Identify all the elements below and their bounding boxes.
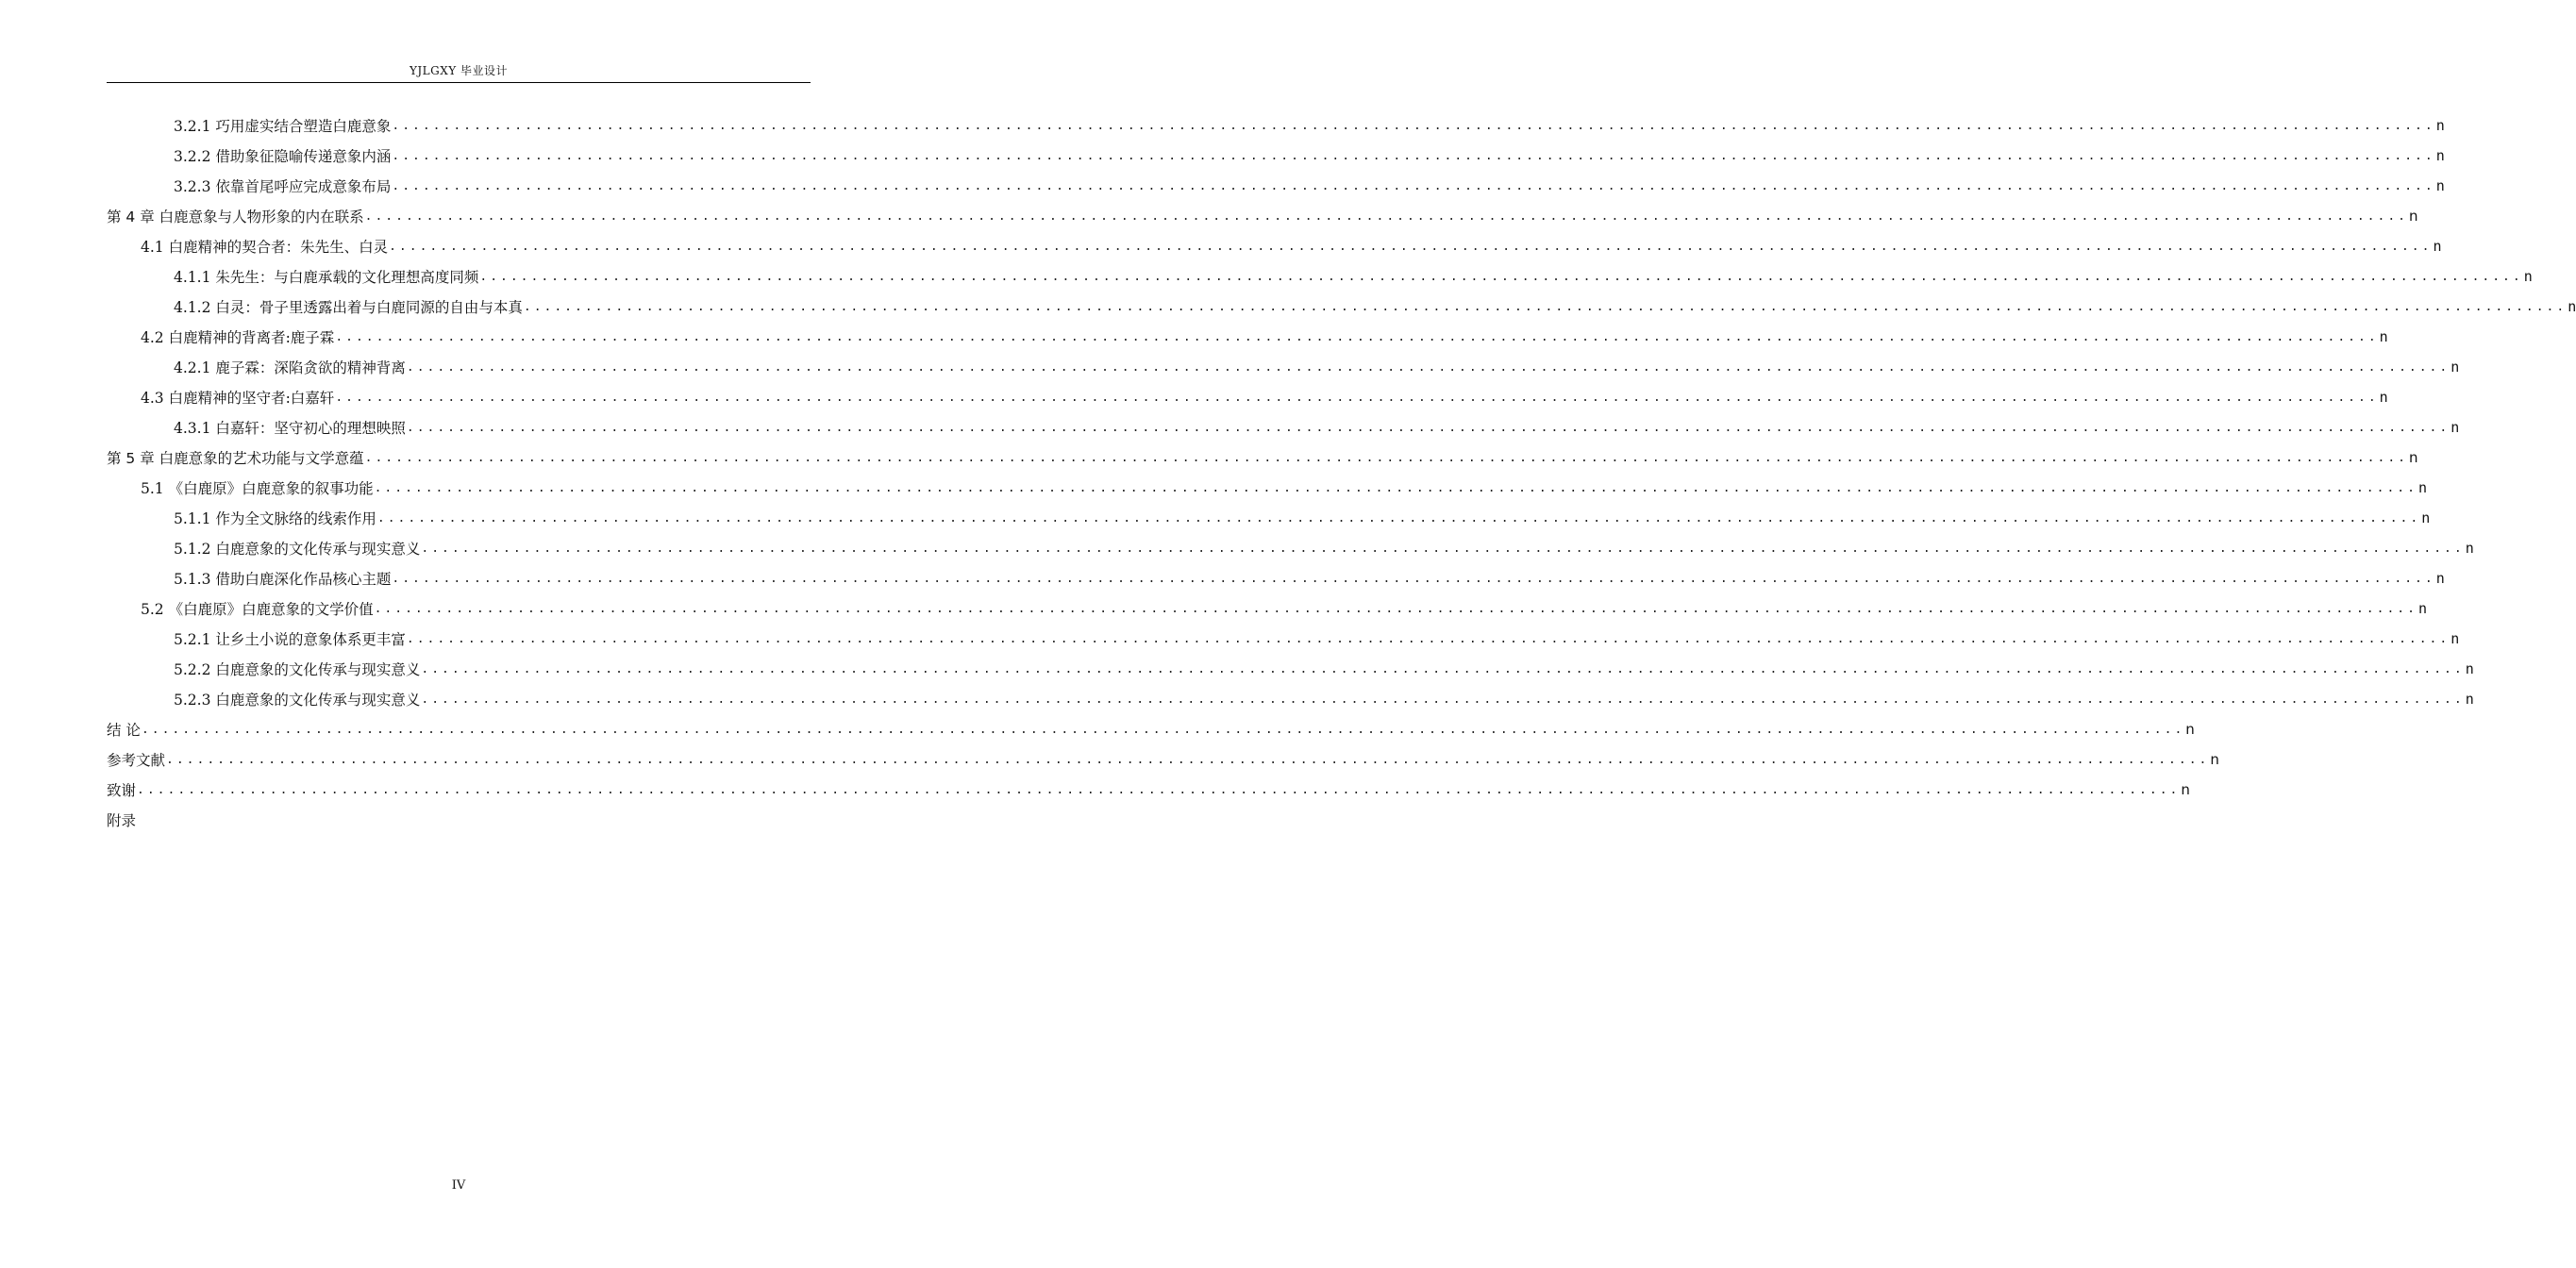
dot-leader: ........................................................................................................................................................................................................ bbox=[392, 118, 2435, 133]
toc-entry[interactable] bbox=[107, 322, 2388, 352]
toc-entry-page: n bbox=[2465, 540, 2474, 557]
dot-leader: ........................................................................................................................................................................................................ bbox=[335, 390, 2379, 405]
toc-entry[interactable] bbox=[107, 352, 2460, 382]
dot-leader: ........................................................................................................................................................................................................ bbox=[392, 571, 2435, 586]
toc-entry-page: n bbox=[2379, 328, 2388, 345]
toc-entry[interactable] bbox=[107, 533, 2474, 563]
toc-entry-page: n bbox=[2379, 389, 2388, 406]
dot-leader: ........................................................................................................................................................................................................ bbox=[406, 420, 2451, 435]
toc-entry-title: 4.1 白鹿精神的契合者：朱先生、白灵 bbox=[141, 239, 389, 256]
toc-entry-title: 致谢 bbox=[107, 782, 137, 799]
toc-entry[interactable] bbox=[107, 292, 2576, 322]
toc-entry-title: 5.1 《白鹿原》白鹿意象的叙事功能 bbox=[141, 480, 374, 497]
toc-entry-title: 3.2.3 依靠首尾呼应完成意象布局 bbox=[174, 178, 392, 195]
dot-leader: ........................................................................................................................................................................................................ bbox=[406, 631, 2451, 646]
toc-entry-title: 4.3 白鹿精神的坚守者:白嘉轩 bbox=[141, 390, 335, 407]
dot-leader: ........................................................................................................................................................................................................ bbox=[141, 722, 2185, 737]
toc-entry-title: 第 5 章 白鹿意象的艺术功能与文学意蕴 bbox=[107, 450, 364, 467]
dot-leader: ........................................................................................................................................................................................................ bbox=[364, 450, 2408, 465]
dot-leader: ........................................................................................................................................................................................................ bbox=[389, 239, 2433, 254]
dot-leader: ........................................................................................................................................................................................................ bbox=[166, 752, 2210, 767]
toc-entry[interactable] bbox=[107, 684, 2474, 714]
toc-entry[interactable] bbox=[107, 171, 2445, 201]
toc-entry[interactable] bbox=[107, 503, 2431, 533]
dot-leader: ........................................................................................................................................................................................................ bbox=[137, 782, 2181, 797]
dot-leader: ........................................................................................................................................................................................................ bbox=[421, 541, 2465, 556]
dot-leader: ........................................................................................................................................................................................................ bbox=[374, 601, 2417, 616]
toc-entry-title: 附录 bbox=[107, 812, 137, 829]
toc-entry-page: n bbox=[2451, 419, 2460, 436]
toc-entry[interactable] bbox=[107, 805, 770, 835]
dot-leader: ........................................................................................................................................................................................................ bbox=[479, 269, 2523, 284]
toc-entry-title: 5.1.2 白鹿意象的文化传承与现实意义 bbox=[174, 541, 421, 558]
toc-entry-title: 4.1.1 朱先生：与白鹿承载的文化理想高度同频 bbox=[174, 269, 479, 286]
toc-entry[interactable] bbox=[107, 110, 2445, 141]
dot-leader: ........................................................................................................................................................................................................ bbox=[374, 480, 2417, 495]
toc-entry[interactable] bbox=[107, 141, 2445, 171]
toc-entry-page: n bbox=[2409, 449, 2418, 466]
toc-entry-page: n bbox=[2433, 238, 2442, 255]
toc-entry-page: n bbox=[2523, 268, 2533, 285]
toc-entry[interactable] bbox=[107, 412, 2460, 442]
toc-entry-title: 4.1.2 白灵：骨子里透露出着与白鹿同源的自由与本真 bbox=[174, 299, 523, 316]
toc-entry-title: 5.1.1 作为全文脉络的线索作用 bbox=[174, 510, 376, 527]
dot-leader: ........................................................................................................................................................................................................ bbox=[376, 510, 2421, 526]
toc-entry[interactable] bbox=[107, 654, 2474, 684]
toc-entry-title: 4.2 白鹿精神的背离者:鹿子霖 bbox=[141, 329, 335, 346]
toc-entry-page: n bbox=[2185, 721, 2195, 738]
page-header: YJLGXY 毕业设计 bbox=[409, 64, 509, 77]
toc-entry-title: 4.2.1 鹿子霖：深陷贪欲的精神背离 bbox=[174, 359, 406, 376]
toc-entry-page: n bbox=[2451, 630, 2460, 647]
toc-entry-title: 5.2.3 白鹿意象的文化传承与现实意义 bbox=[174, 692, 421, 709]
toc-entry[interactable] bbox=[107, 593, 2427, 624]
page-number: IV bbox=[451, 1178, 466, 1193]
toc-entry[interactable] bbox=[107, 775, 2190, 805]
dot-leader: ........................................................................................................................................................................................................ bbox=[406, 359, 2451, 375]
toc-entry-title: 结 论 bbox=[107, 722, 141, 739]
toc-entry-title: 3.2.2 借助象征隐喻传递意象内涵 bbox=[174, 148, 392, 165]
toc-entry-page: n bbox=[2568, 298, 2576, 315]
toc-entry-page: n bbox=[2435, 117, 2445, 134]
toc-entry-page: n bbox=[2435, 147, 2445, 164]
table-of-contents bbox=[107, 110, 2576, 835]
toc-entry-page: n bbox=[2451, 359, 2460, 375]
toc-entry-title: 参考文献 bbox=[107, 752, 166, 769]
toc-entry-page: n bbox=[2435, 177, 2445, 194]
toc-entry[interactable] bbox=[107, 201, 2418, 231]
toc-entry[interactable] bbox=[107, 261, 2533, 292]
dot-leader: ........................................................................................................................................................................................................ bbox=[335, 329, 2379, 344]
toc-entry-title: 5.2.2 白鹿意象的文化传承与现实意义 bbox=[174, 661, 421, 678]
toc-entry-page: n bbox=[2421, 509, 2431, 526]
toc-entry-page: n bbox=[2210, 751, 2219, 768]
toc-entry[interactable] bbox=[107, 624, 2460, 654]
toc-entry-page: n bbox=[2417, 479, 2427, 496]
toc-entry[interactable] bbox=[107, 744, 2219, 775]
dot-leader: ........................................................................................................................................................................................................ bbox=[392, 178, 2435, 193]
toc-entry[interactable] bbox=[107, 231, 2442, 261]
toc-entry[interactable] bbox=[107, 442, 2418, 473]
toc-entry[interactable] bbox=[107, 473, 2427, 503]
dot-leader: ........................................................................................................................................................................................................ bbox=[392, 148, 2435, 163]
dot-leader: ........................................................................................................................................................................................................ bbox=[421, 692, 2465, 707]
toc-entry-page: n bbox=[2417, 600, 2427, 617]
header-rule bbox=[107, 82, 811, 83]
toc-entry-title: 第 4 章 白鹿意象与人物形象的内在联系 bbox=[107, 209, 364, 225]
toc-entry-title: 5.2.1 让乡土小说的意象体系更丰富 bbox=[174, 631, 406, 648]
toc-entry[interactable] bbox=[107, 382, 2388, 412]
toc-entry-title: 5.1.3 借助白鹿深化作品核心主题 bbox=[174, 571, 392, 588]
toc-entry-title: 5.2 《白鹿原》白鹿意象的文学价值 bbox=[141, 601, 374, 618]
toc-entry-page: n bbox=[2465, 691, 2474, 708]
toc-entry-page: n bbox=[2435, 570, 2445, 587]
dot-leader: ........................................................................................................................................................................................................ bbox=[523, 299, 2568, 314]
toc-entry-title: 4.3.1 白嘉轩：坚守初心的理想映照 bbox=[174, 420, 406, 437]
toc-entry-page: n bbox=[2409, 208, 2418, 225]
dot-leader: ........................................................................................................................................................................................................ bbox=[364, 209, 2408, 224]
toc-entry-page: n bbox=[2181, 781, 2190, 798]
dot-leader: ........................................................................................................................................................................................................ bbox=[421, 661, 2465, 676]
toc-entry-title: 3.2.1 巧用虚实结合塑造白鹿意象 bbox=[174, 118, 392, 135]
toc-entry[interactable] bbox=[107, 714, 2195, 744]
toc-entry-page: n bbox=[2465, 660, 2474, 677]
toc-entry[interactable] bbox=[107, 563, 2445, 593]
